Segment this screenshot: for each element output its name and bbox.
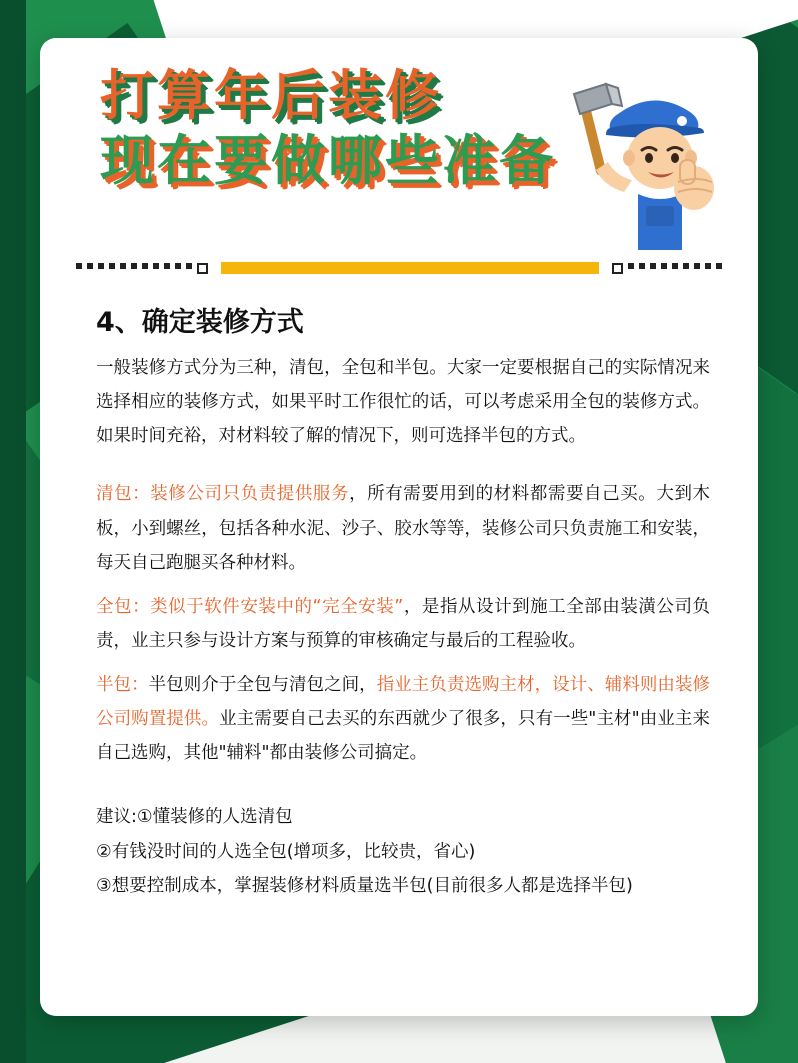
divider-dot [716, 263, 722, 269]
divider-dot [639, 263, 645, 269]
divider-dot [87, 263, 93, 269]
divider-dot [672, 263, 678, 269]
divider [76, 262, 722, 274]
divider-dot [142, 263, 148, 269]
paragraph-spacer [96, 780, 710, 794]
divider-dot [628, 263, 634, 269]
poster-title-line-2: 现在要做哪些准备 [100, 128, 556, 192]
divider-dot [186, 263, 192, 269]
item-banbao-pre: 半包则介于全包与清包之间， [148, 675, 377, 695]
paragraph-spacer [96, 463, 710, 477]
poster-header [74, 64, 724, 248]
item-quanbao-highlight: 类似于软件安装中的“完全安装” [150, 596, 404, 617]
divider-square-left [197, 263, 208, 274]
section-body [96, 351, 710, 903]
divider-dot [153, 263, 159, 269]
item-quanbao [96, 590, 710, 658]
divider-dot [98, 263, 104, 269]
suggestion-block [96, 800, 710, 902]
section-heading-text: 4、确定装修方式 [96, 307, 304, 338]
item-banbao [96, 668, 710, 770]
item-banbao-rest: 业主需要自己去买的东西就少了很多，只有一些"主材"由业主来自己选购，其他"辅料"都由装修公司搞定。 [96, 709, 710, 764]
divider-dot [164, 263, 170, 269]
suggestion-line: ③想要控制成本，掌握装修材料质量选半包(目前很多人都是选择半包) [96, 875, 633, 896]
divider-dot [694, 263, 700, 269]
item-quanbao-rest: ，是指从设计到施工全部由装潢公司负责，业主只参与设计方案与预算的审核确定与最后的工程验收。 [96, 596, 711, 651]
divider-dot [705, 263, 711, 269]
divider-dots-right [612, 263, 722, 274]
worker-illustration-icon [560, 74, 730, 250]
divider-dot [120, 263, 126, 269]
divider-square-right [612, 263, 623, 274]
divider-dot [683, 263, 689, 269]
divider-dot [175, 263, 181, 269]
divider-bar [221, 262, 599, 274]
item-qingbao-rest: ，所有需要用到的材料都需要自己买。大到木板，小到螺丝，包括各种水泥、沙子、胶水等等，装修公司只负责施工和安装，每天自己跑腿买各种材料。 [96, 484, 711, 573]
item-qingbao [96, 477, 710, 579]
background-left-edge [0, 0, 26, 1063]
item-banbao-label: 半包： [96, 675, 149, 695]
item-qingbao-highlight: 装修公司只负责提供服务 [150, 484, 350, 505]
poster-title-line-1: 打算年后装修 [100, 64, 442, 127]
section-heading [96, 300, 304, 339]
divider-dot [661, 263, 667, 269]
suggestion-line: 建议:①懂装修的人选清包 [96, 807, 293, 828]
item-qingbao-label: 清包： [96, 484, 151, 505]
item-banbao-highlight: 指业主负责选购主材，设计、辅料则由装修公司购置提供。 [96, 675, 711, 730]
divider-dot [650, 263, 656, 269]
intro-paragraph: 一般装修方式分为三种，清包，全包和半包。大家一定要根据自己的实际情况来选择相应的装修方式，如果平时工作很忙的话，可以考虑采用全包的装修方式。如果时间充裕，对材料较了解的情况下，则可选择半包的方式。 [96, 358, 710, 447]
poster-card [40, 38, 758, 1016]
divider-dot [131, 263, 137, 269]
divider-dots-left [76, 263, 208, 274]
divider-dot [76, 263, 82, 269]
suggestion-line: ②有钱没时间的人选全包(增项多，比较贵，省心) [96, 841, 476, 862]
item-quanbao-label: 全包： [96, 596, 151, 617]
divider-dot [109, 263, 115, 269]
